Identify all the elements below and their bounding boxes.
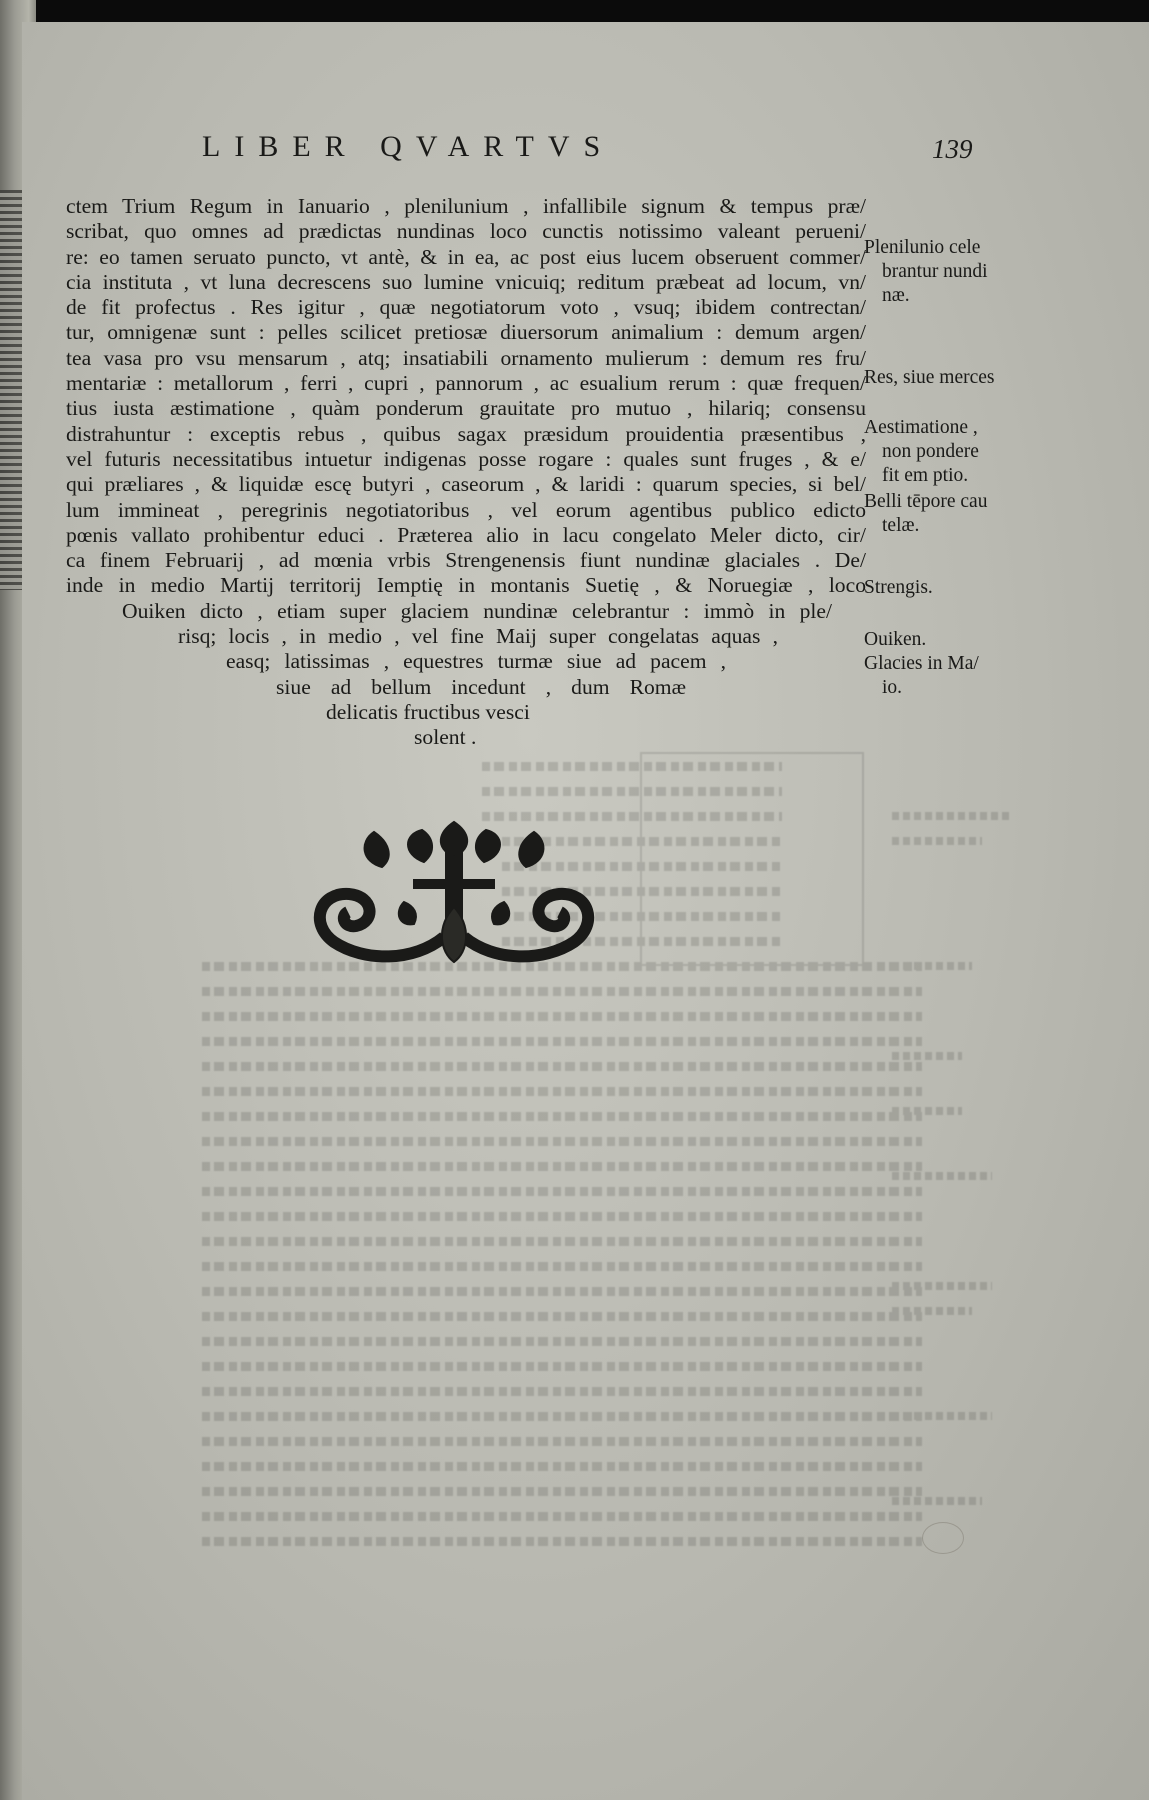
text-line: risq; locis , in medio , vel fine Maij super congelatas aquas ,: [178, 624, 778, 649]
text-line: Ouiken dicto , etiam super glaciem nundinæ celebrantur : immò in ple/: [122, 598, 832, 623]
text-line: pœnis vallato prohibentur educi . Præterea alio in lacu congelato Meler dicto, cir/: [66, 522, 866, 547]
text-line: vel futuris necessitatibus intuetur indigenas posse rogare : quales sunt fruges , & e/: [66, 446, 866, 471]
text-line: siue ad bellum incedunt , dum Romæ: [276, 674, 686, 699]
body-text: [66, 194, 866, 751]
marginal-note: Aestimatione , non pondere fit em ptio.: [864, 417, 979, 486]
text-line: lum immineat , peregrinis negotiatoribus , vel eorum agentibus publico edicto: [66, 497, 866, 522]
text-line: ctem Trium Regum in Ianuario , plenilunium , infallibile signum & tempus præ/: [66, 194, 866, 218]
text-line: scribat, quo omnes ad prædictas nundinas loco cunctis notissimo valeant perueni/: [66, 219, 866, 244]
running-head: LIBER QVARTVS: [202, 130, 615, 163]
text-line: tur, omnigenæ sunt : pelles scilicet pretiosæ diuersorum animalium : demum argen/: [66, 320, 866, 345]
text-line: distrahuntur : exceptis rebus , quibus sagax præsidum prouidentia præsentibus ,: [66, 421, 866, 446]
text-line: re: eo tamen seruato puncto, vt antè, & in ea, ac post eius lucem obseruent commer/: [66, 244, 866, 269]
text-line: qui præliares , & liquidæ escę butyri , caseorum , & laridi : quarum species, si bel/: [66, 472, 866, 497]
paper-stain: [922, 1522, 964, 1554]
text-line: inde in medio Martij territorij Iemptię in montanis Suetię , & Noruegiæ , loco: [66, 573, 866, 598]
text-line: cia instituta , vt luna decrescens suo lumine vnicuiq; reditum præbeat ad locum, vn/: [66, 269, 866, 294]
text-line: delicatis fructibus vesci: [326, 699, 530, 724]
left-page-illustration-fragment: [0, 190, 22, 590]
marginal-note: Plenilunio cele brantur nundi næ.: [864, 237, 988, 306]
text-line: easq; latissimas , equestres turmæ siue ad pacem ,: [226, 649, 726, 674]
book-page: [22, 22, 1149, 1800]
text-line: mentariæ : metallorum , ferri , cupri , pannorum , ac esualium rerum : quæ frequen/: [66, 371, 866, 396]
text-line: tius iusta æstimatione , quàm ponderum grauitate pro mutuo , hilariq; consensu: [66, 396, 866, 421]
marginal-note: Ouiken.: [864, 629, 927, 650]
text-line: de fit profectus . Res igitur , quæ negotiatorum voto , vsuq; ibidem contrectan/: [66, 295, 866, 320]
text-line: ca finem Februarij , ad mœnia vrbis Strengenensis fiunt nundinæ glaciales . De/: [66, 548, 866, 573]
text-line: solent .: [414, 725, 477, 750]
marginal-note: Belli tēpore cau telæ.: [864, 491, 988, 536]
page-number: 139: [932, 134, 973, 164]
text-line: tea vasa pro vsu mensarum , atq; insatiabili ornamento mulierum : demum res fru/: [66, 345, 866, 370]
marginal-note: Res, siue merces: [864, 367, 995, 388]
fleuron-ornament: [304, 812, 604, 982]
marginal-note: Strengis.: [864, 577, 933, 598]
show-through-woodcut: [640, 752, 864, 966]
marginal-note: Glacies in Ma/ io.: [864, 653, 979, 698]
page-header: [172, 130, 992, 180]
